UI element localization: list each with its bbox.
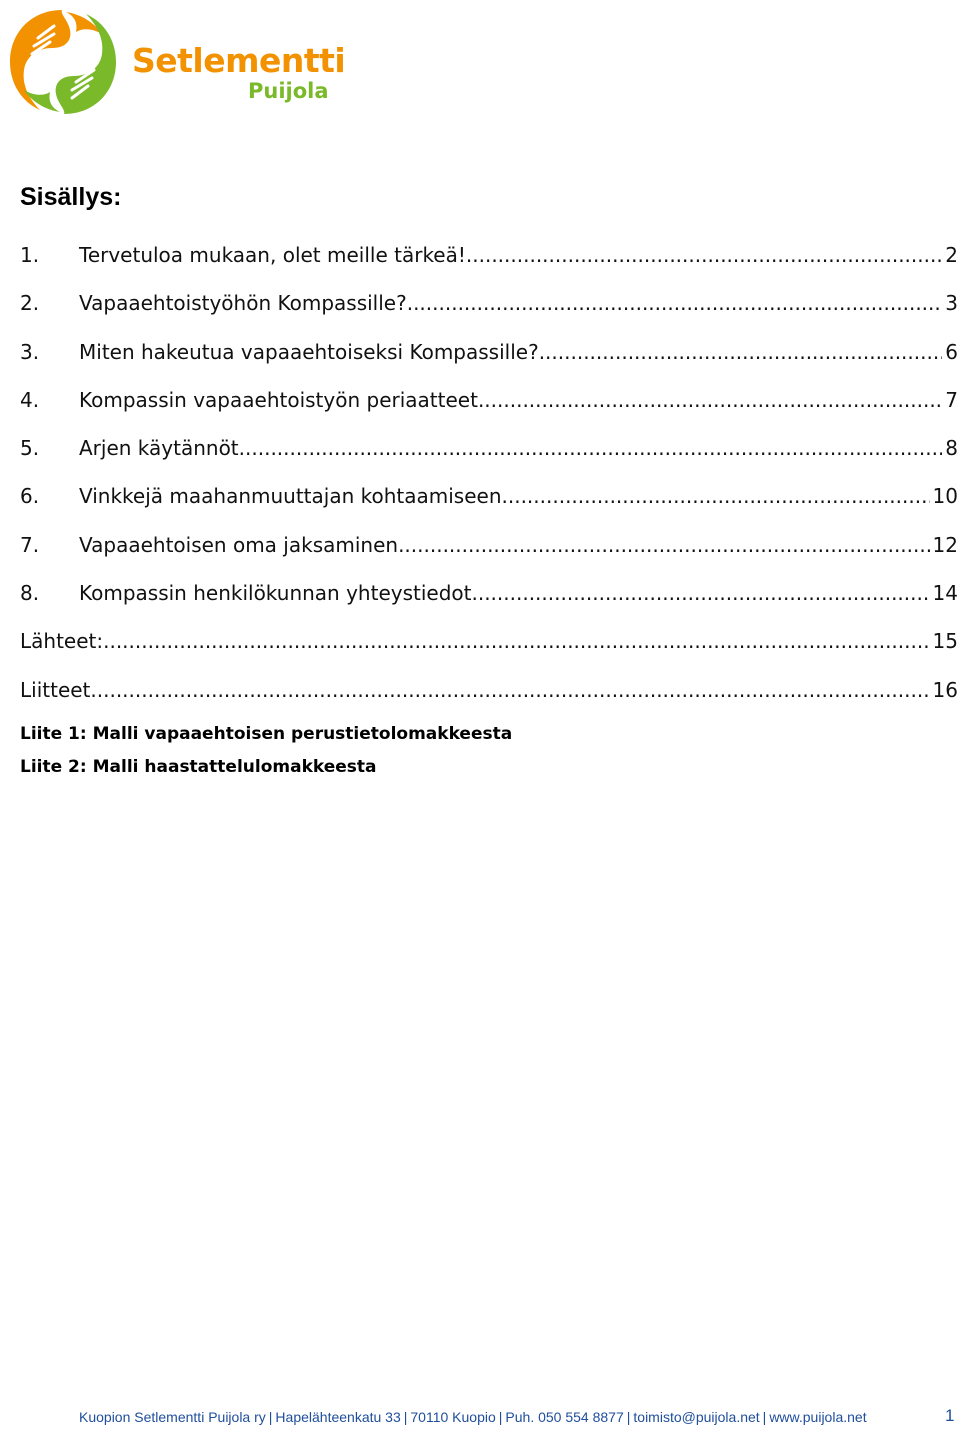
toc-entry[interactable] <box>20 287 958 335</box>
toc-entry[interactable] <box>20 529 958 577</box>
toc-entry-page: 7 <box>945 387 958 412</box>
footer-separator: | <box>498 1409 503 1425</box>
toc-entry[interactable] <box>20 480 958 528</box>
toc-entry[interactable] <box>20 239 958 287</box>
footer-separator: | <box>626 1409 631 1425</box>
toc-dot-leader <box>466 239 942 271</box>
toc-entry[interactable] <box>20 577 958 625</box>
toc-dot-leader <box>103 625 929 657</box>
toc-entry-title: Tervetuloa mukaan, olet meille tärkeä! <box>79 243 466 267</box>
toc-entry[interactable] <box>20 674 958 722</box>
toc-entry-title: Kompassin vapaaehtoistyön periaatteet <box>79 387 478 412</box>
toc-entry[interactable] <box>20 384 958 432</box>
toc-entry-title: Lähteet: <box>20 629 104 654</box>
toc-entry-title: Miten hakeutua vapaaehtoiseksi Kompassille? <box>79 339 539 364</box>
toc-entry-title: Arjen käytännöt <box>79 436 239 461</box>
toc-dot-leader <box>539 336 943 368</box>
toc-entry-page: 8 <box>945 436 958 461</box>
toc-dot-leader <box>478 384 942 416</box>
toc-entry-number: 6. <box>20 484 40 509</box>
toc-dot-leader <box>90 674 929 706</box>
toc-entry-number: 3. <box>20 339 40 364</box>
footer-organization: Kuopion Setlementti Puijola ry <box>79 1409 266 1425</box>
toc-entry-page: 10 <box>932 484 958 509</box>
toc-entry-page: 2 <box>945 243 958 267</box>
appendix-line: Liite 2: Malli haastattelulomakkeesta <box>20 757 377 777</box>
toc-entry[interactable] <box>20 625 958 673</box>
toc-entry-title: Vinkkejä maahanmuuttajan kohtaamiseen <box>79 484 502 509</box>
toc-dot-leader <box>471 577 929 609</box>
appendix-line: Liite 1: Malli vapaaehtoisen perustietolomakkeesta <box>20 724 513 744</box>
toc-entry-title: Vapaaehtoisen oma jaksaminen <box>79 532 399 557</box>
footer-separator: | <box>268 1409 273 1425</box>
footer-email[interactable]: toimisto@puijola.net <box>633 1409 760 1425</box>
footer-website[interactable]: www.puijola.net <box>769 1409 867 1425</box>
toc-entry-title: Vapaaehtoistyöhön Kompassille? <box>79 291 407 316</box>
toc-entry-page: 3 <box>945 291 958 316</box>
toc-entry-title: Kompassin henkilökunnan yhteystiedot <box>79 581 472 606</box>
footer-separator: | <box>762 1409 767 1425</box>
toc-entry[interactable] <box>20 336 958 384</box>
toc-dot-leader <box>398 529 929 561</box>
table-of-contents <box>20 239 958 722</box>
toc-entry-number: 2. <box>20 291 40 316</box>
page-footer <box>79 1407 867 1427</box>
toc-entry-title: Liitteet <box>20 677 91 702</box>
toc-entry-page: 14 <box>932 581 958 606</box>
toc-heading: Sisällys: <box>20 183 122 211</box>
footer-separator: | <box>403 1409 408 1425</box>
toc-entry-number: 8. <box>20 581 40 606</box>
setlementti-puijola-logo <box>8 8 346 116</box>
toc-entry-number: 1. <box>20 243 40 267</box>
toc-entry-number: 4. <box>20 387 40 412</box>
logo-wordmark-puijola: Puijola <box>248 79 329 103</box>
toc-dot-leader <box>502 480 930 512</box>
toc-entry-page: 6 <box>945 339 958 364</box>
toc-entry-number: 7. <box>20 532 40 557</box>
toc-entry-number: 5. <box>20 436 40 461</box>
toc-entry[interactable] <box>20 432 958 480</box>
footer-phone: Puh. 050 554 8877 <box>505 1409 624 1425</box>
footer-postal: 70110 Kuopio <box>410 1409 496 1425</box>
toc-entry-page: 12 <box>932 532 958 557</box>
toc-dot-leader <box>407 287 943 319</box>
toc-entry-page: 16 <box>932 677 958 702</box>
page-number: 1 <box>945 1406 955 1425</box>
hands-logo-icon <box>8 8 118 116</box>
footer-address: Hapelähteenkatu 33 <box>275 1409 401 1425</box>
toc-entry-page: 15 <box>932 629 958 654</box>
logo-wordmark-setlementti: Setlementti <box>132 41 346 80</box>
toc-dot-leader <box>239 432 943 464</box>
